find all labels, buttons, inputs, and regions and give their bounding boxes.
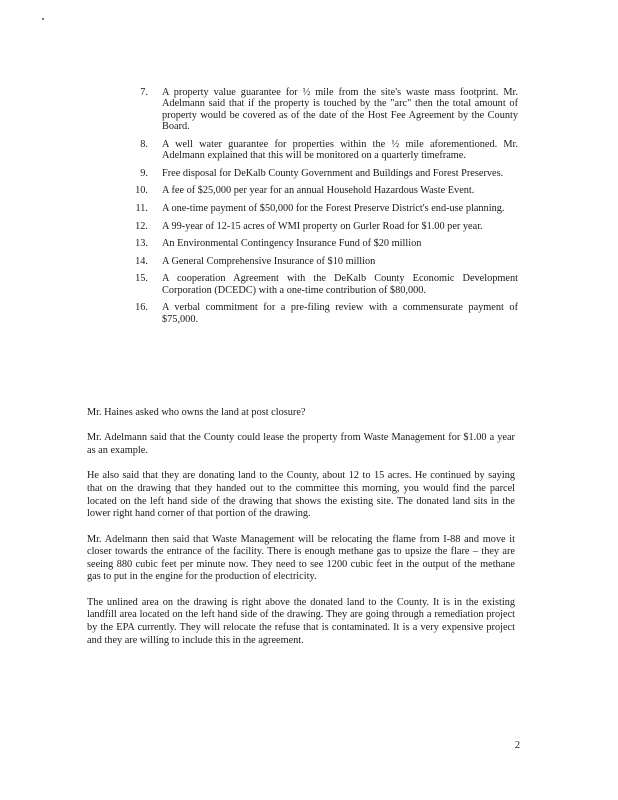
paragraph: Mr. Adelmann said that the County could lease the property from Waste Management for $1.00 a year as an example.: [87, 432, 515, 456]
paragraph: The unlined area on the drawing is right above the donated land to the County. It is in the existing landfill area located on the left hand side of the drawing. They are going through a remediation project by the EPA currently. They will relocate the refuse that is contaminated. It is a very expensive project and they are willing to include this in the agreement.: [87, 596, 515, 646]
list-item: [118, 302, 518, 325]
list-item-text: A one-time payment of $50,000 for the Forest Preserve District's end-use planning.: [162, 203, 505, 214]
body-text: [87, 407, 515, 660]
paragraph: Mr. Haines asked who owns the land at post closure?: [87, 407, 306, 418]
paragraph: Mr. Adelmann then said that Waste Management will be relocating the flame from I-88 and move it closer towards the entrance of the facility. There is enough methane gas to upsize the flare – they are seeing 880 cubic feet per minute now. They need to see 1200 cubic feet in the output of the methane gas to put in the engine for the production of electricity.: [87, 533, 515, 583]
page-number: 2: [514, 740, 520, 751]
scan-speck: [42, 18, 44, 20]
list-item-text: A property value guarantee for ½ mile from the site's waste mass footprint. Mr. Adelmann said that if the property is touched by the "arc" then the total amount of property would be covered as of the date of the Host Fee Agreement by the County Board.: [162, 87, 518, 133]
list-item-text: Free disposal for DeKalb County Government and Buildings and Forest Preserves.: [162, 167, 504, 179]
list-item-number: 13.: [135, 238, 148, 250]
list-item: [118, 87, 518, 133]
list-item: [118, 185, 518, 196]
list-item-number: 10.: [135, 185, 148, 197]
list-item-text: A cooperation Agreement with the DeKalb County Economic Development Corporation (DCEDC) with a one-time contribution of $80,000.: [162, 273, 518, 296]
list-item-number: 15.: [135, 273, 148, 285]
list-item-text: A verbal commitment for a pre-filing review with a commensurate payment of $75,000.: [162, 302, 518, 325]
list-item: [118, 273, 518, 296]
list-item: [118, 168, 518, 179]
list-item-number: 14.: [135, 255, 148, 267]
list-item-number: 7.: [140, 87, 148, 98]
list-item-text: A General Comprehensive Insurance of $10 million: [162, 255, 376, 267]
list-item-number: 11.: [135, 203, 148, 214]
list-item: [118, 238, 518, 249]
list-item: [118, 256, 518, 267]
list-item-number: 12.: [135, 220, 148, 232]
paragraph: He also said that they are donating land to the County, about 12 to 15 acres. He continued by saying that on the drawing that they handed out to the committee this morning, you would find the parcel located on the left hand side of the drawing that shows the existing site. The donated land sits in the lower right hand corner of that portion of the drawing.: [87, 470, 515, 520]
list-item: [118, 139, 518, 162]
list-item-number: 8.: [140, 138, 148, 150]
list-item-number: 9.: [140, 167, 148, 179]
list-item: [118, 203, 518, 214]
numbered-list: [118, 87, 518, 331]
list-item-text: A 99-year of 12-15 acres of WMI property on Gurler Road for $1.00 per year.: [162, 220, 483, 232]
list-item-text: An Environmental Contingency Insurance Fund of $20 million: [162, 238, 422, 250]
list-item: [118, 221, 518, 232]
list-item-text: A fee of $25,000 per year for an annual Household Hazardous Waste Event.: [162, 185, 475, 197]
list-item-text: A well water guarantee for properties within the ½ mile aforementioned. Mr. Adelmann explained that this will be monitored on a quarterly timeframe.: [162, 138, 518, 162]
list-item-number: 16.: [135, 302, 148, 314]
